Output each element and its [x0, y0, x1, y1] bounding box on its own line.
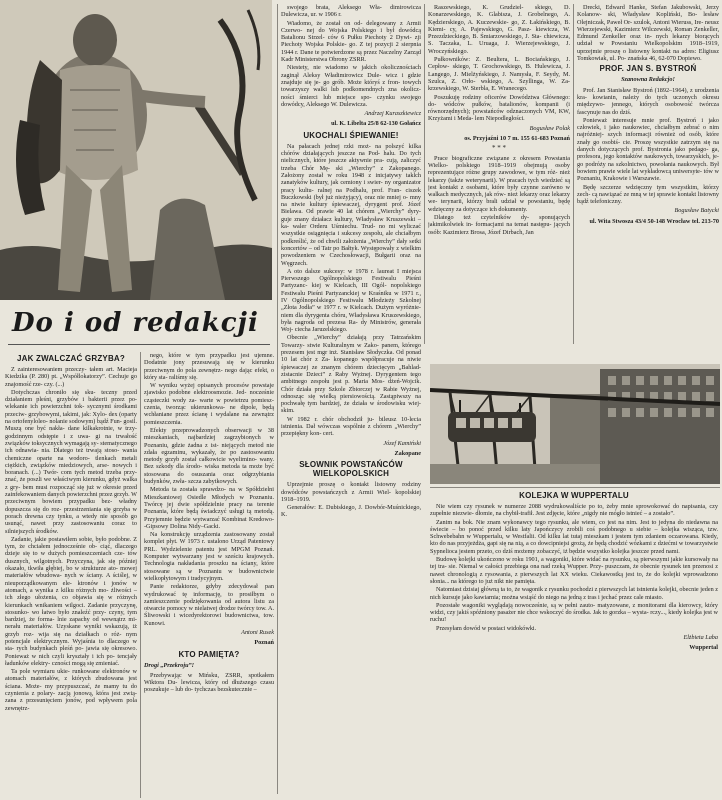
paragraph: Dotychczas chroniło się sku- teczny przed działaniem pleśni, grzybów i bakterii przez po- wlekanie ich powierzchni tok- sycznymi środkami przeciw- grzybowymi, takimi, jak: Xylo- dex (oparty na ortofenyloleo- nolanie sodowym) bądź Fun- gosil. Muszą one być nakła- dane kilkakrotnie, w trzy- godzinnym odstępie i z uwa- gi na trwałość związków toksycznych wymagają sy- stematycznego ich odnawia- nia. Dlatego też trwają stoso- wania chemiczne oparte na wodoro- tlenkach metali ciężkich, związków miedziowych, arse- nowych i boranach. (...) Twór- com tych metod trzeba przy- znać, że poszli we właściwym kierunku, gdyż walka z gry- bem musi rozpocząć się już w okresie przed zainfekowaniem danych powierzchni przez grzyb. W przeciwnym bowiem przypadku bez- władny dopuszcza się do roz- przestrzeniania się grzyba w porach drewna czy tynku, a wtedy nie sposób go usunąć, nawet przy zastosowaniu coraz to silniejszych środków.: [5, 388, 137, 535]
address: Poznań: [254, 639, 274, 647]
signature: Elżbieta Laba: [683, 634, 718, 642]
paragraph: Poszukuję rodziny oficerów Dowództwa Głównego: do- wódców pułków, batalionów, kompanii (i równorzędnych); powstańców odznaczonych VM, KW, Krzyżami i Meda- lem Niepodległości.: [428, 93, 570, 123]
paragraph: Wiadomo, że został on od- delegowany z Armii Czerwo- nej do Wojska Polskiego i był dowódcą Batalionu Strzel- ców 6 Pułku Piechoty 2 Dywi- zji Piechoty Wojska Polskie- go. Z tej pozycji 2 sierpnia 1944 r. Dane te potwierdzone są przez Naczelny Zarząd Kadr Ministerstwa Obrony ZSRR.: [281, 19, 421, 64]
salutation: Drogi „Przekroju”!: [144, 661, 195, 669]
address: Wuppertal: [689, 644, 718, 652]
column-3: [577, 4, 719, 364]
photo-caption-rule: [430, 487, 720, 488]
paragraph: Budowę kolejki ukończono w roku 1901, a wagoniki, które widać na rysunku, są pierwszymi jakie kursowały na tej tra- sie. Niemal w całości przebiega ona nad rzeką Wupper. Przy- puszczam, że obecnie rysunek ten przenosi z nawet chronologią z rysowania, z pierwszych lat XX wieku. Ciekawostką jest to, że do kolejki wprowadzono słonia... na którego to już nikt nie pamięta.: [430, 556, 718, 585]
paragraph: Drecki, Edward Hanke, Stefan Jakubowski, Jerzy Kolanow- ski, Władysław Kopliński, Bo- lesław Olejniczak, Paweł Or- szulok, Antoni Wieruss, Ire- neusz Wierzejewski, Kazimierz Wilczewski, Roman Zenkeller, Edmund Zenkeller oraz in- nych lekarzy biorących udział w Powstaniu Wielkopolskim 1918–1919, uprzejmie proszę o listowny kontakt na adres: Eligiusz Tomkowiak, ul. Po- znańska 46, 62-070 Dopiewo.: [577, 4, 719, 63]
signature: Andrzej Kuraszkiewicz: [364, 110, 421, 118]
paragraph: nego, które w tym przypadku jest ujemne. Dodatnie jony przesuwają się w kierunku przeciwnym do pola zewnętrz- nego dając efekt, o który sta- raliśmy się.: [144, 352, 274, 381]
paragraph: Z zainteresowaniem przeczy- tałem art. Macieja Kiedzika (P. 280) pt. „Współlokatorzy”. Cechuje go znajomość rze- czy. (...): [5, 366, 137, 388]
signature: Bogusław Batycki: [674, 207, 719, 215]
paragraph: W 1982 r. chór obchodził ju- bileusz 10-lecia istnienia. Dał wówczas wspólnie z chórem „Wierchy” przepiękny kon- cert.: [281, 415, 421, 438]
paragraph: Natomiast dzisiaj główną ta to, że wagonik z rysunku pochodzi z pierwszych lat istnienia kolejki, obecnie jeden z nich kursuje jako kawiarnia; można wsiąść do niego na jedną z tras i jechać przez cale miasto.: [430, 586, 718, 601]
column-1: [281, 4, 421, 796]
address: os. Przyjaźni 10 7 m. 155 61-683 Poznań: [464, 135, 570, 143]
article-heading: KTO PAMIĘTA?: [178, 649, 240, 659]
column-divider: [140, 352, 141, 798]
paragraph: Zadanie, jakie postawiłem sobie, było podobne. Z tym, że chciałem jednocześnie ob- ciąć, dlaczego dzieje się to w dużych pomieszczeniach cze- tów dusznych, wilgotnych. Przyczyna, jak się później okazało, tkwiła głębiej, bo w strukturze ato- mowej materiałów wbudowa- nych w ściany. A ściślej, w nieuporządkowanym ele- ktronów i jonów w atomach, a wynika z kilku różnych mo- żliwości – ich złego ułożenia, co objawia się w różnych kierunkach wnikaniem wilgoci. Zadanie przyczynę, stosunko- wo łatwo było znaleźć przy- czyny, tym bardziej, że forma- lnie zapachy od wewnątrz mi- nerału materiałów. Uzyskane wyniki wskazują, iż grzyb roz- wija się na działkach o róż- nym potencjale elektrycznym. Wyjaśnia to dlaczego w sta- rych budynkach pleśń po- jawia się okresowo. Ponieważ w nich czyli kryształy i ich po- tencjały ładunków elektry- czności mogą się zmieniać.: [5, 535, 137, 667]
paragraph: Prof. Jan Stanisław Bystroń (1892–1964), z urodzenia kra- kowianin, należy do tych uczonych okresu międzywo- jennego, których osobowość twórcza fascynuje nas do dziś.: [577, 86, 719, 116]
wuppertal-article: [430, 489, 718, 797]
paragraph: Raszewskiego, K. Grudziel- skiego, D. Konarzewskiego, K. Glabisza, J. Grobelnego, A. Kędzierskiego, A. Kuczewskie- go, Z. Łakińskiego, B. Kiemi- cy, A. Pajewskiego, G. Pasz- kiewicza, W. Przezdzieckiego, B. Śmiarzowskiego, J. Sta- chiewicza, S. Taczaka, L. Uruaga, J. Wierzejewskiego, J. Wroczyńskiego.: [428, 4, 570, 55]
address: ul. Wita Stwosza 43/4 50-148 Wrocław tel. 213-70: [589, 217, 719, 225]
address: Zakopane: [394, 449, 421, 457]
paragraph: Będę szczerze wdzięczny tym wszystkim, którzy zech- cą nawiązać ze mną w tej sprawie kontakt listowny bądź telefoniczny.: [577, 183, 719, 206]
middle-left-column: [144, 352, 274, 798]
column-divider: [573, 4, 574, 344]
paragraph: Niestety, nie wiadomo w jakich okolicznościach zaginął Aleksy Władimirowicz Dule- wicz i gdzie znajduje się je- go grób. Może któryś z fron- towych towarzyszy walki lub podkomendnych zna okolicz- ności śmierci lub miejsce spo- czynku swojego dowódcy, Aleksego W. Dulewicza.: [281, 64, 421, 108]
column-2: [428, 4, 570, 344]
signature: Bogusław Polak: [529, 124, 570, 132]
paragraph: Na pałacach jednej rzki moż- na polszyć kilka chórów działających jeszcze na Pod- halu. Do tych nielicznych, które jeszcze aktywnie pra- cują, zaliczyć trzeba Chór Mę- ski „Wierchy” z Zakopanego. Założony został w roku 1948 z inicjatywy taklch zanatyków kultury, jak cemiony i swier- ny organizator pracy kultu- ralnej na Podhalu, prof. Fran- ciszek Buczkowski (był już nieżyjący), oraz nie mniej o- mny na niwie kultury śpiewaczej, dyrygent prof. Józef Bielawa. Od prawie 40 lat chórem „Wierchy” dyry- guje znany działacz kultury, Władysław Kruszewski – ka- waler Orderu Uśmiechu. Trud- no mi wyliczać wszystkie osiągnięcia i sukcesy zespołu, ale chciałbym podkreślić, że od chwili założenia „Wierchy” dały setki koncertów – od Tatr po Bałtyk. Występowały z wielkim powodzeniem w Czechosłowacji, Bułgarii oraz na Węgrzech.: [281, 142, 421, 267]
hercules-illustration: [0, 0, 272, 300]
signature: Antoni Rusek: [241, 628, 274, 636]
article-heading: SŁOWNIK POWSTAŃCÓW WIELKOPOLSKICH: [299, 460, 403, 479]
address: ul. K. Libelta 25/8 62-130 Gołańcz: [331, 120, 421, 128]
article-heading: JAK ZWALCZAĆ GRZYBA?: [17, 354, 125, 363]
paragraph: Ta pole wymiaru ukie- runkowane elektronów w atomach materiałów, z których zbudowana jest ściana. Może- my przypuszczać, że mamy tu do czynienia z polary- zacją jonową, która jest zwią- zana z przesunięciem jonów, pod wpływem pola zewnętrz-: [5, 668, 137, 712]
paragraph: W wyniku wyżej opisanych procesów powstaje zjawisko podobne elektroosmozie. Jed- nocześnie cząsteczki wody za- warte w powietrzu pomiesz- czenia, tworząc ukierunkowa- ne dipole, będą wchłaniane przez ścianę i wydalane na zewnątrz pomieszczenia.: [144, 382, 274, 426]
paragraph: Zanim na bok. Nie znam wykonawcy tego rysunku, ale wiem, co jest na nim. Jest to jedyna do niedawna na świecie – bo ponoć przed kilku laty Japończycy zrobili coś podobnego u siebie – kolejka wisząca, tzw. Schwebebahn w Wuppertalu, w Westfalii. Od kilku lat tutaj mieszkam i jestem tym zdaniem oczarowana. Kiedy, kto do nas przyjeżdża, gapi się na nią, a co dowcipniejsi grożą, że będą chodzić wózkami z dziećmi w towarzystwie Sypnelioca jestem przeto, co dziś możemy zobaczyć, iż będzie wszystko kolejka jeszcze przed nami.: [430, 518, 718, 555]
paragraph: Generałów: E. Dubiskiego, J. Dowbór-Muśnickiego, K.: [281, 504, 421, 519]
paragraph: Dlatego też czytelników dy- sponujących jakimikolwiek in- formacjami na temat następu- jących osób: Kazimierz Brosa, Józef Dirbach, Jan: [428, 214, 570, 236]
paragraph: Efekty przeprowadzonych obserwacji w 38 mieszkaniach, najbardziej zagrzybionych w Poznaniu, gdzie żadna z ist- niejących metod nie zdała egzaminu, wykazały, że po zastosowaniu metody grzyb został całkowicie wyelimino- wany. Bez szkody dla środo- wiska metoda ta może być stosowana do osuszania oraz odgrzybiania budynków, zwła- szcza zabytkowych.: [144, 426, 274, 486]
paragraph: Ponieważ interesuje mnie prof. Bystroń i jako człowiek, i jako naukowiec, chciałbym zebrać o nim najróżniej- szych informacji również od osób, które znały go osobiś- cie. Proszę wszystkie zatrzym się na danych dotyczących prof. Bystronia jako pedago- ga, profesora, jego kontaktów naukowych, towarzyskich, je- go podróży na szkolnictwo, powołania naukowych. Był bowiem prawie wiele lat wykładowcą uniwersyte- tów w Poznaniu, Krakowie i Warszawie.: [577, 116, 719, 183]
left-column: [5, 352, 137, 798]
paragraph: Uprzejmie proszę o kontakt listowny rodziny dowódców powstańczych z Armii Wiel- kopolskiej 1918–1919.: [281, 481, 421, 503]
paragraph: Pułkowników: Z. Beultera, L. Bociańskiego, J. Cepłow- skiego, T. Grochowskiego, B. Hulewicza, J. Langego, J. Mielżyńskiego, J. Namysła, F. Seydy, M. Szulca, Z. Orło- wskiego, A. Szyllinga, W. Za- krzewskiego, W. Sterbla, E. Wranecego.: [428, 56, 570, 93]
paragraph: Na konstrukcję urządzenia zastosowany został komplet płyt. W 1973 r. ustalono Urząd Patentowy PRL. Wydzielenie patentu jest MPGM Poznań. Komputer wytwarzany jest w sześciu krajowych. Technologia nakładania proszku na ściany, które stosowane są w Poznaniu w budownictwie wielkopłytowym i tradycyjnym.: [144, 531, 274, 582]
banner-underline: [8, 344, 270, 345]
column-divider: [424, 4, 425, 344]
column-divider: [277, 4, 278, 794]
paragraph: Pozostałe wagoniki wyglądają nowocześnie, są w pełni zauto- matyzowane, z monitorami dla kierowcy, który widzi, czy jakiś spóźniony pasażer nie chce wskoczyć do środka. Jak to gorzka – wysta- rczy..., kiedy kolejka jest w ruchu!: [430, 601, 718, 624]
separator-stars: * * *: [492, 144, 506, 153]
section-banner: Do i od redakcji: [12, 308, 259, 338]
article-heading: KOLEJKA W WUPPERTALU: [519, 491, 629, 500]
paragraph: Panie redaktorze, gdyby zdecydował pan wydrukować tę informację, to prosiłbym o zamieszczenie podziękowania od autora listu za otwarcie pomocy w nielatwej drodze twórcy tow. A. Śliwowski i wicedyrektorowi budownictwa, tow. Kunowi.: [144, 583, 274, 627]
paragraph: Obecnie „Wierchy” działają przy Tatrzańskim Towarzy- stwie Kulturalnym w Zako- panem, którego prezesem jest mgr inż. Stanisław Słodyczka. Od ponad 10 lat chór z Za- kopanego współpracuje na niwie śpiewaczej ze znanym chórem dziecięcym „Bahlad- zistacnie Dzieci” z Raby Wyżnej. Dyrygentem tego ambitnego zespołu jest p. Maria Mos- dżeń-Wojcik. Chór działa przy Szkole Zbiorczej w Rabie Wyżnej, odnosząc się wielką piersiowością. Zastąpiwszy na pochwałę tym bardziej, że działa w środowisku wiej- skim.: [281, 334, 421, 415]
paragraph: Przebywając w Mińsku, ZSRR, spotkałem Wiktora Du- lewicza, który od dłuższego czasu poszukuje – lub do- tychczas bezskutecznie –: [144, 671, 274, 694]
salutation: Szanowna Redakcjo!: [621, 76, 675, 84]
paragraph: Metoda ta została sprawdzo- na w Spółdzielni Mieszkaniowej Osiedle Młodych w Poznaniu. Twórcę jej dwie spółdzielnie pracy na terenie Poznania, które będą świadczyć usługi tą metodą. Przyjemnie będzie wytwarzać Kombinat Kredowo- -Gipsowy Dolina Nidy–Gacki.: [144, 486, 274, 530]
paragraph: Nie wiem czy rysunek w numerze 2088 wydrukowaliście po to, żeby mnie sprowokować do napisania, czy zupełnie niezwie- dłomie, na chybił-trafił. Jest zdjęcie, które „nigdy nie mógło istnieć – a zostało”.: [430, 503, 718, 518]
paragraph: A oto dalsze sukcesy: w 1978 r. laureat I miejsca Pierwszego Ogólnopolskiego Festiwalu Pieśni Partyzanc- kiej w Kielcach, III Ogól- nopolskiego Festiwalu Pieśni Partyzanckiej w Kraśniku w 1971 r., IV Ogólnopolskiego Festiwalu Młodzieży Szkolnej „Złota Jodła” w 1977 r. w Kielcach. Dużym wyróżnie- niem dla dyrygenta chóru, Władysława Kruszewskiego, była nagroda od prezesa Ra- dy Ministrów, generała Woj- ciecha Jaruzelskiego.: [281, 267, 421, 334]
wuppertal-photo: [430, 364, 720, 484]
article-heading: PROF. JAN S. BYSTROŃ: [599, 64, 697, 74]
paragraph: swojego brata, Aleksego Wła- dimirowicza Dulewicza, ur. w 1906 r.: [281, 4, 421, 19]
paragraph: Przesyłam dowód w postaci widokówki.: [436, 624, 537, 632]
signature: Józef Kamiński: [383, 439, 421, 447]
article-heading: UKOCHALI ŚPIEWANIE!: [303, 130, 399, 140]
paragraph: Prace biograficzne związane z okresem Powstania Wielko- polskiego 1918–1919 obejmują osoby reprezentujące różne grupy zawodowe, w tym róż- nież lekarzy (także weterynarii). W pracach tych wiedzieć są jest kontakt z osobami, które były czynne zarówno w walkach medycznych, jak rów- nież lekarzy oraz lekarzy we- terynarii, którzy brali udział w powstaniu, będę wdzięczny za dotyczące ich dokumenty.: [428, 154, 570, 213]
